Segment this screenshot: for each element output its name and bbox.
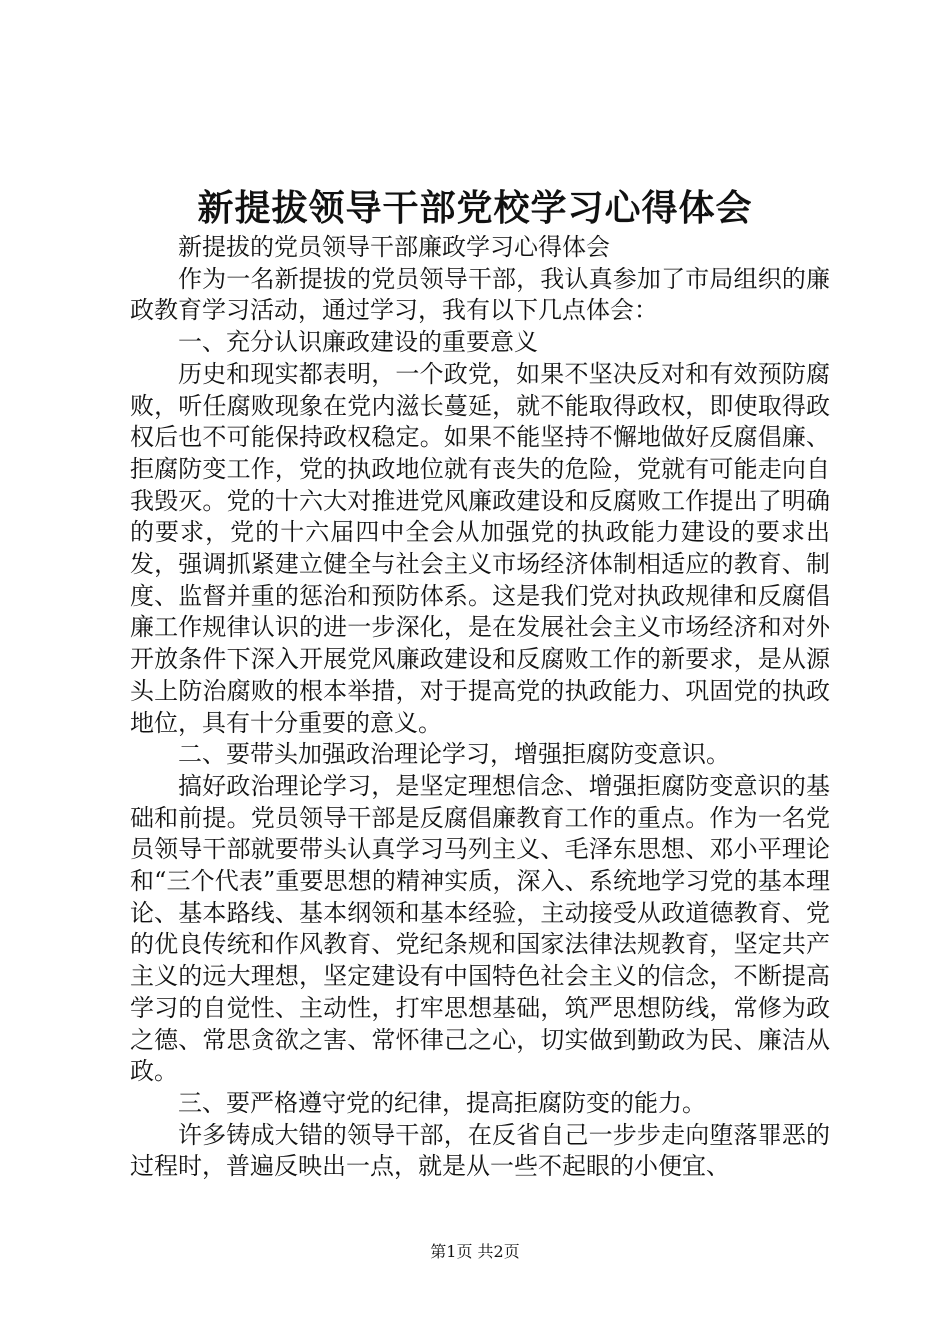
- section-body-3: 许多铸成大错的领导干部，在反省自己一步步走向堕落罪恶的过程时，普遍反映出一点，就是从一些不起眼的小便宜、: [130, 1120, 830, 1181]
- document-title: 新提拔领导干部党校学习心得体会: [197, 187, 753, 229]
- intro-paragraph: 作为一名新提拔的党员领导干部，我认真参加了市局组织的廉政教育学习活动，通过学习，我有以下几点体会：: [130, 264, 830, 325]
- document-body: [130, 232, 830, 1183]
- section-heading-3: 三、要严格遵守党的纪律，提高拒腐防变的能力。: [178, 1088, 706, 1117]
- section-heading-1: 一、充分认识廉政建设的重要意义: [178, 328, 538, 357]
- subtitle-paragraph: 新提拔的党员领导干部廉政学习心得体会: [178, 233, 610, 261]
- section-body-2: 搞好政治理论学习，是坚定理想信念、增强拒腐防变意识的基础和前提。党员领导干部是反腐倡廉教育工作的重点。作为一名党员领导干部就要带头认真学习马列主义、毛泽东思想、邓小平理论和“三个代表”重要思想的精神实质，深入、系统地学习党的基本理论、基本路线、基本纲领和基本经验，主动接受从政道德教育、党的优良传统和作风教育、党纪条规和国家法律法规教育，坚定共产主义的远大理想，坚定建设有中国特色社会主义的信念，不断提高学习的自觉性、主动性，打牢思想基础，筑严思想防线，常修为政之德、常思贪欲之害、常怀律己之心，切实做到勤政为民、廉洁从政。: [130, 771, 830, 1086]
- section-body-1: 历史和现实都表明，一个政党，如果不坚决反对和有效预防腐败，听任腐败现象在党内滋长蔓延，就不能取得政权，即使取得政权后也不可能保持政权稳定。如果不能坚持不懈地做好反腐倡廉、拒腐防变工作，党的执政地位就有丧失的危险，党就有可能走向自我毁灭。党的十六大对推进党风廉政建设和反腐败工作提出了明确的要求，党的十六届四中全会从加强党的执政能力建设的要求出发，强调抓紧建立健全与社会主义市场经济体制相适应的教育、制度、监督并重的惩治和预防体系。这是我们党对执政规律和反腐倡廉工作规律认识的进一步深化，是在发展社会主义市场经济和对外开放条件下深入开展党风廉政建设和反腐败工作的新要求，是从源头上防治腐败的根本举措，对于提高党的执政能力、巩固党的执政地位，具有十分重要的意义。: [130, 359, 830, 737]
- section-heading-2: 二、要带头加强政治理论学习，增强拒腐防变意识。: [178, 740, 730, 769]
- page-number-footer: 第1页 共2页: [430, 1242, 520, 1261]
